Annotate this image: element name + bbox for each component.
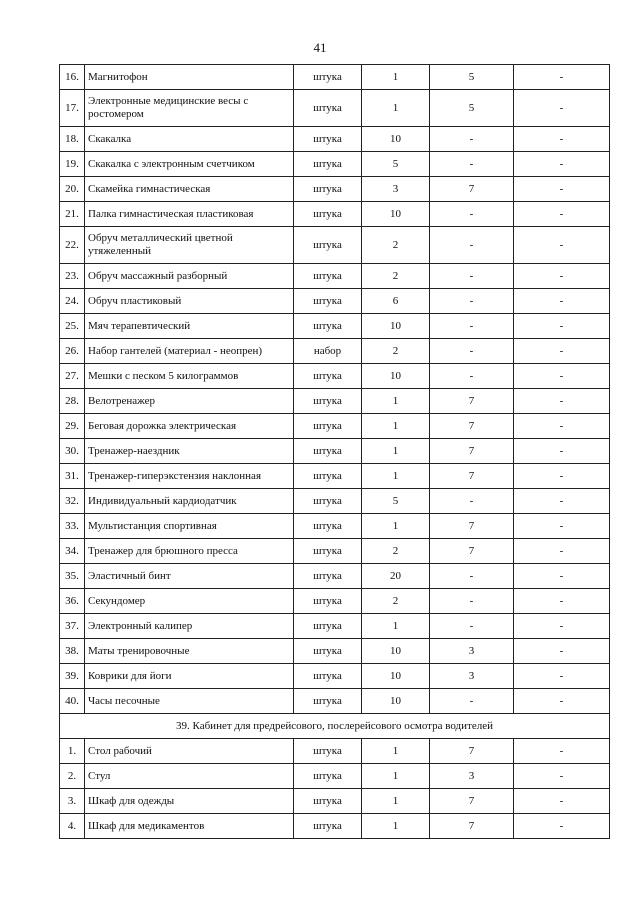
quantity: 1 — [362, 739, 430, 764]
row-number: 4. — [60, 814, 85, 839]
unit: штука — [294, 564, 362, 589]
column-6-value: - — [514, 764, 610, 789]
table-row — [60, 764, 610, 789]
item-name: Скакалка — [85, 127, 294, 152]
quantity: 1 — [362, 614, 430, 639]
table-row — [60, 227, 610, 264]
column-6-value: - — [514, 90, 610, 127]
item-name: Коврики для йоги — [85, 664, 294, 689]
table-row — [60, 177, 610, 202]
quantity: 1 — [362, 514, 430, 539]
row-number: 3. — [60, 789, 85, 814]
row-number: 33. — [60, 514, 85, 539]
column-5-value: 5 — [430, 90, 514, 127]
column-5-value: - — [430, 339, 514, 364]
column-6-value: - — [514, 289, 610, 314]
section-row — [60, 714, 610, 739]
column-6-value: - — [514, 464, 610, 489]
equipment-table-body — [60, 65, 610, 839]
row-number: 27. — [60, 364, 85, 389]
row-number: 30. — [60, 439, 85, 464]
unit: штука — [294, 364, 362, 389]
column-6-value: - — [514, 639, 610, 664]
item-name: Тренажер для брюшного пресса — [85, 539, 294, 564]
unit: штука — [294, 289, 362, 314]
column-5-value: - — [430, 489, 514, 514]
column-6-value: - — [514, 564, 610, 589]
row-number: 40. — [60, 689, 85, 714]
item-name: Обруч пластиковый — [85, 289, 294, 314]
row-number: 39. — [60, 664, 85, 689]
table-row — [60, 464, 610, 489]
unit: штука — [294, 414, 362, 439]
table-row — [60, 789, 610, 814]
unit: штука — [294, 739, 362, 764]
column-5-value: 7 — [430, 464, 514, 489]
item-name: Палка гимнастическая пластиковая — [85, 202, 294, 227]
column-5-value: - — [430, 264, 514, 289]
column-6-value: - — [514, 489, 610, 514]
column-5-value: 5 — [430, 65, 514, 90]
column-5-value: - — [430, 314, 514, 339]
table-row — [60, 564, 610, 589]
unit: штука — [294, 814, 362, 839]
quantity: 1 — [362, 439, 430, 464]
item-name: Мяч терапевтический — [85, 314, 294, 339]
table-row — [60, 589, 610, 614]
column-6-value: - — [514, 789, 610, 814]
item-name: Обруч металлический цветной утяжеленный — [85, 227, 294, 264]
row-number: 21. — [60, 202, 85, 227]
row-number: 23. — [60, 264, 85, 289]
unit: штука — [294, 389, 362, 414]
row-number: 2. — [60, 764, 85, 789]
row-number: 37. — [60, 614, 85, 639]
row-number: 26. — [60, 339, 85, 364]
column-6-value: - — [514, 414, 610, 439]
item-name: Скамейка гимнастическая — [85, 177, 294, 202]
quantity: 1 — [362, 764, 430, 789]
row-number: 28. — [60, 389, 85, 414]
table-row — [60, 90, 610, 127]
quantity: 10 — [362, 364, 430, 389]
column-5-value: 7 — [430, 514, 514, 539]
equipment-table — [59, 64, 610, 839]
item-name: Эластичный бинт — [85, 564, 294, 589]
unit: штука — [294, 314, 362, 339]
column-6-value: - — [514, 689, 610, 714]
column-6-value: - — [514, 814, 610, 839]
table-row — [60, 389, 610, 414]
column-5-value: 7 — [430, 739, 514, 764]
row-number: 36. — [60, 589, 85, 614]
table-row — [60, 152, 610, 177]
item-name: Тренажер-гиперэкстензия наклонная — [85, 464, 294, 489]
column-5-value: - — [430, 614, 514, 639]
table-row — [60, 514, 610, 539]
column-5-value: 7 — [430, 539, 514, 564]
column-5-value: 3 — [430, 639, 514, 664]
row-number: 38. — [60, 639, 85, 664]
quantity: 6 — [362, 289, 430, 314]
table-row — [60, 614, 610, 639]
column-6-value: - — [514, 539, 610, 564]
section-title: 39. Кабинет для предрейсового, послерейсового осмотра водителей — [60, 714, 610, 739]
quantity: 20 — [362, 564, 430, 589]
column-6-value: - — [514, 127, 610, 152]
quantity: 10 — [362, 664, 430, 689]
quantity: 5 — [362, 152, 430, 177]
row-number: 32. — [60, 489, 85, 514]
column-5-value: - — [430, 564, 514, 589]
column-6-value: - — [514, 514, 610, 539]
unit: штука — [294, 439, 362, 464]
table-row — [60, 689, 610, 714]
column-5-value: 7 — [430, 789, 514, 814]
table-row — [60, 127, 610, 152]
unit: штука — [294, 227, 362, 264]
quantity: 2 — [362, 264, 430, 289]
item-name: Индивидуальный кардиодатчик — [85, 489, 294, 514]
item-name: Маты тренировочные — [85, 639, 294, 664]
unit: штука — [294, 90, 362, 127]
unit: штука — [294, 152, 362, 177]
row-number: 20. — [60, 177, 85, 202]
column-6-value: - — [514, 202, 610, 227]
table-row — [60, 364, 610, 389]
row-number: 31. — [60, 464, 85, 489]
unit: штука — [294, 639, 362, 664]
quantity: 1 — [362, 814, 430, 839]
unit: штука — [294, 177, 362, 202]
quantity: 1 — [362, 464, 430, 489]
column-5-value: - — [430, 289, 514, 314]
unit: штука — [294, 589, 362, 614]
table-row — [60, 664, 610, 689]
page-number: 41 — [313, 40, 327, 55]
item-name: Тренажер-наездник — [85, 439, 294, 464]
column-5-value: 7 — [430, 177, 514, 202]
column-5-value: 7 — [430, 439, 514, 464]
unit: штука — [294, 202, 362, 227]
quantity: 5 — [362, 489, 430, 514]
unit: штука — [294, 664, 362, 689]
item-name: Мешки с песком 5 килограммов — [85, 364, 294, 389]
column-6-value: - — [514, 152, 610, 177]
item-name: Электронный калипер — [85, 614, 294, 639]
row-number: 35. — [60, 564, 85, 589]
quantity: 10 — [362, 202, 430, 227]
table-row — [60, 739, 610, 764]
quantity: 3 — [362, 177, 430, 202]
quantity: 1 — [362, 389, 430, 414]
column-6-value: - — [514, 339, 610, 364]
unit: штука — [294, 464, 362, 489]
unit: штука — [294, 514, 362, 539]
item-name: Шкаф для одежды — [85, 789, 294, 814]
column-5-value: - — [430, 127, 514, 152]
quantity: 2 — [362, 539, 430, 564]
row-number: 19. — [60, 152, 85, 177]
quantity: 10 — [362, 689, 430, 714]
column-5-value: - — [430, 227, 514, 264]
table-row — [60, 539, 610, 564]
unit: штука — [294, 789, 362, 814]
table-row — [60, 639, 610, 664]
item-name: Часы песочные — [85, 689, 294, 714]
unit: набор — [294, 339, 362, 364]
column-5-value: 7 — [430, 814, 514, 839]
quantity: 2 — [362, 227, 430, 264]
unit: штука — [294, 539, 362, 564]
table-row — [60, 814, 610, 839]
column-6-value: - — [514, 364, 610, 389]
column-5-value: - — [430, 152, 514, 177]
column-6-value: - — [514, 314, 610, 339]
row-number: 16. — [60, 65, 85, 90]
column-6-value: - — [514, 439, 610, 464]
quantity: 1 — [362, 65, 430, 90]
column-5-value: 7 — [430, 414, 514, 439]
column-5-value: - — [430, 589, 514, 614]
item-name: Магнитофон — [85, 65, 294, 90]
column-5-value: - — [430, 364, 514, 389]
quantity: 2 — [362, 339, 430, 364]
quantity: 2 — [362, 589, 430, 614]
column-6-value: - — [514, 65, 610, 90]
table-row — [60, 264, 610, 289]
unit: штука — [294, 489, 362, 514]
row-number: 25. — [60, 314, 85, 339]
row-number: 34. — [60, 539, 85, 564]
column-6-value: - — [514, 739, 610, 764]
item-name: Велотренажер — [85, 389, 294, 414]
row-number: 29. — [60, 414, 85, 439]
quantity: 10 — [362, 127, 430, 152]
table-row — [60, 414, 610, 439]
item-name: Обруч массажный разборный — [85, 264, 294, 289]
unit: штука — [294, 264, 362, 289]
item-name: Шкаф для медикаментов — [85, 814, 294, 839]
column-6-value: - — [514, 664, 610, 689]
row-number: 1. — [60, 739, 85, 764]
table-row — [60, 439, 610, 464]
quantity: 10 — [362, 314, 430, 339]
table-row — [60, 339, 610, 364]
item-name: Скакалка с электронным счетчиком — [85, 152, 294, 177]
item-name: Беговая дорожка электрическая — [85, 414, 294, 439]
unit: штука — [294, 65, 362, 90]
column-6-value: - — [514, 227, 610, 264]
unit: штука — [294, 689, 362, 714]
column-5-value: 3 — [430, 664, 514, 689]
item-name: Стул — [85, 764, 294, 789]
row-number: 24. — [60, 289, 85, 314]
column-6-value: - — [514, 614, 610, 639]
item-name: Набор гантелей (материал - неопрен) — [85, 339, 294, 364]
item-name: Мультистанция спортивная — [85, 514, 294, 539]
quantity: 1 — [362, 414, 430, 439]
table-row — [60, 314, 610, 339]
quantity: 1 — [362, 90, 430, 127]
column-6-value: - — [514, 389, 610, 414]
column-6-value: - — [514, 589, 610, 614]
column-5-value: - — [430, 202, 514, 227]
item-name: Стол рабочий — [85, 739, 294, 764]
unit: штука — [294, 614, 362, 639]
table-row — [60, 202, 610, 227]
column-5-value: 7 — [430, 389, 514, 414]
row-number: 18. — [60, 127, 85, 152]
column-5-value: - — [430, 689, 514, 714]
row-number: 22. — [60, 227, 85, 264]
table-row — [60, 489, 610, 514]
item-name: Секундомер — [85, 589, 294, 614]
row-number: 17. — [60, 90, 85, 127]
column-6-value: - — [514, 177, 610, 202]
unit: штука — [294, 127, 362, 152]
unit: штука — [294, 764, 362, 789]
quantity: 10 — [362, 639, 430, 664]
table-row — [60, 289, 610, 314]
item-name: Электронные медицинские весы с ростомером — [85, 90, 294, 127]
column-6-value: - — [514, 264, 610, 289]
quantity: 1 — [362, 789, 430, 814]
column-5-value: 3 — [430, 764, 514, 789]
table-row — [60, 65, 610, 90]
